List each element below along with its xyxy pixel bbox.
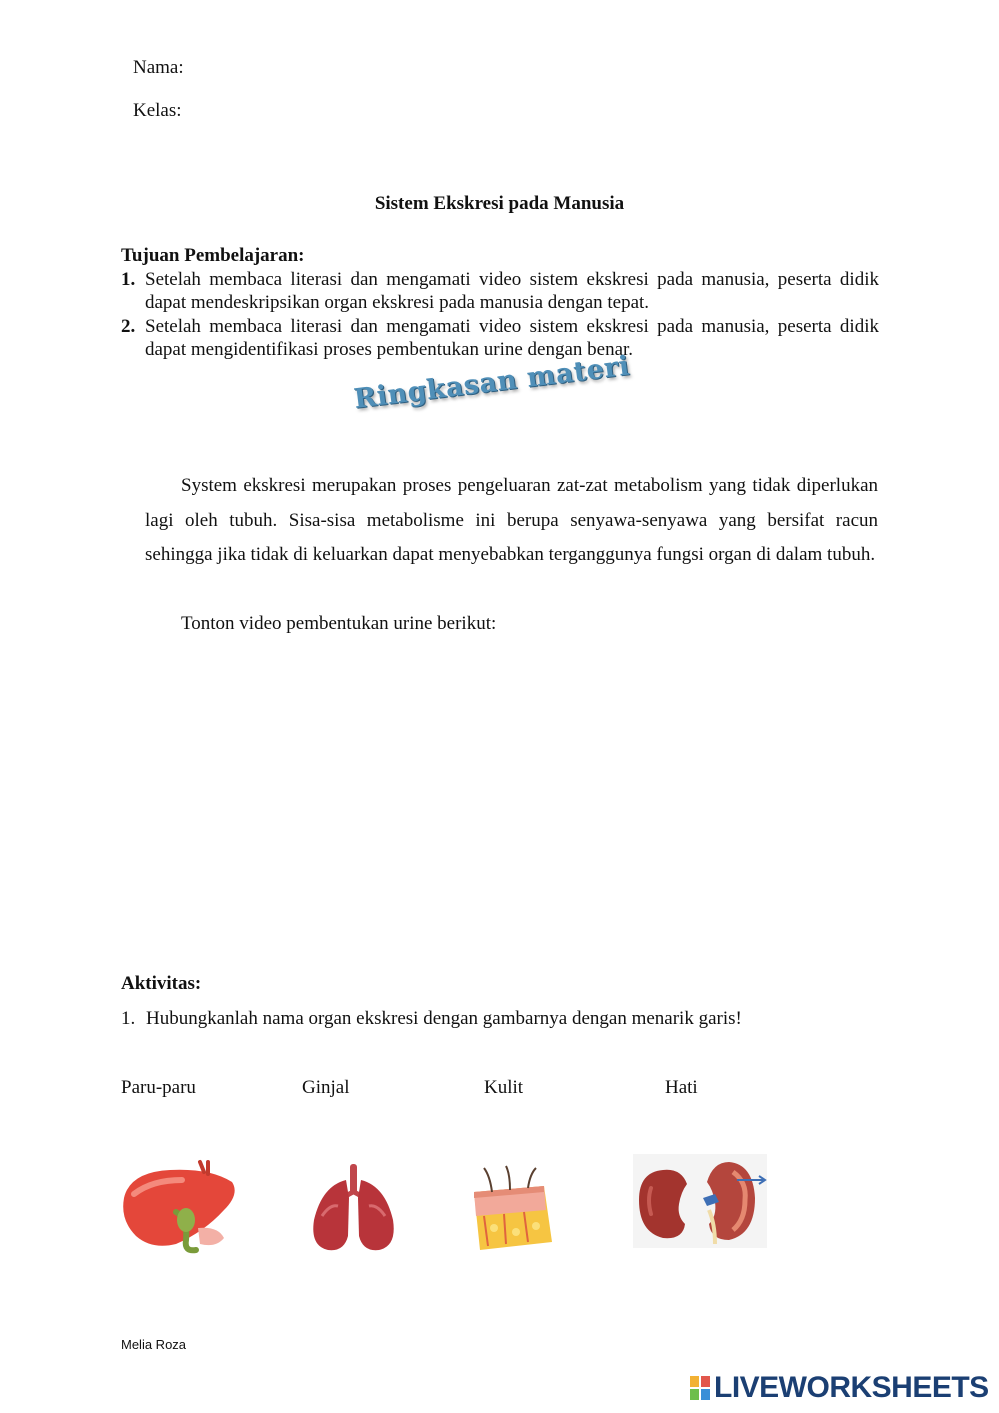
objective-item-1 bbox=[121, 268, 879, 315]
liver-image[interactable] bbox=[112, 1158, 257, 1258]
video-prompt: Tonton video pembentukan urine berikut: bbox=[181, 613, 497, 634]
instruction-text: Hubungkanlah nama organ ekskresi dengan gambarnya dengan menarik garis! bbox=[146, 1008, 742, 1029]
summary-heading: Ringkasan materi bbox=[352, 350, 632, 415]
objective-text-2: Setelah membaca literasi dan mengamati video sistem ekskresi pada manusia, peserta didik dapat mengidentifikasi proses pembentukan urine dengan benar. bbox=[145, 315, 879, 360]
label-kulit[interactable]: Kulit bbox=[484, 1077, 524, 1098]
objective-number-1: 1. bbox=[121, 268, 136, 290]
activity-instruction bbox=[121, 1008, 742, 1030]
label-ginjal[interactable]: Ginjal bbox=[302, 1077, 350, 1098]
class-label: Kelas: bbox=[133, 100, 182, 121]
footer-author: Melia Roza bbox=[121, 1337, 187, 1352]
brand-logo[interactable] bbox=[690, 1373, 989, 1403]
label-paru-paru[interactable]: Paru-paru bbox=[121, 1077, 196, 1098]
trachea bbox=[350, 1164, 357, 1194]
objective-item-2 bbox=[121, 315, 879, 362]
page-title: Sistem Ekskresi pada Manusia bbox=[374, 193, 625, 214]
activity-heading: Aktivitas: bbox=[121, 973, 202, 994]
skin-image[interactable] bbox=[444, 1162, 580, 1258]
brand-logo-icon bbox=[690, 1376, 710, 1400]
name-label: Nama: bbox=[133, 57, 184, 78]
skin-fat-cell-3 bbox=[532, 1222, 540, 1230]
kidney-highlight bbox=[649, 1188, 651, 1214]
objectives-section bbox=[121, 244, 879, 362]
brand-text: LIVEWORKSHEETS bbox=[714, 1371, 989, 1404]
summary-paragraph: System ekskresi merupakan proses pengeluaran zat-zat metabolism yang tidak diperlukan lagi oleh tubuh. Sisa-sisa metabolisme ini berupa senyawa-senyawa yang bersifat racun sehingga jika tidak di keluarkan dapat menyebabkan terganggunya fungsi organ di dalam tubuh. bbox=[145, 475, 878, 565]
lungs-image[interactable] bbox=[306, 1160, 401, 1255]
gallbladder bbox=[177, 1208, 195, 1232]
objectives-heading: Tujuan Pembelajaran: bbox=[121, 245, 305, 266]
skin-fat-cell-2 bbox=[512, 1228, 520, 1236]
kidney-image[interactable] bbox=[633, 1154, 767, 1248]
objective-text-1: Setelah membaca literasi dan mengamati video sistem ekskresi pada manusia, peserta didik dapat mendeskripsikan organ ekskresi pada manusia dengan tepat. bbox=[145, 268, 879, 313]
objective-number-2: 2. bbox=[121, 315, 136, 337]
label-hati[interactable]: Hati bbox=[665, 1077, 698, 1098]
instruction-number: 1. bbox=[121, 1008, 136, 1029]
skin-fat-cell-1 bbox=[490, 1224, 498, 1232]
